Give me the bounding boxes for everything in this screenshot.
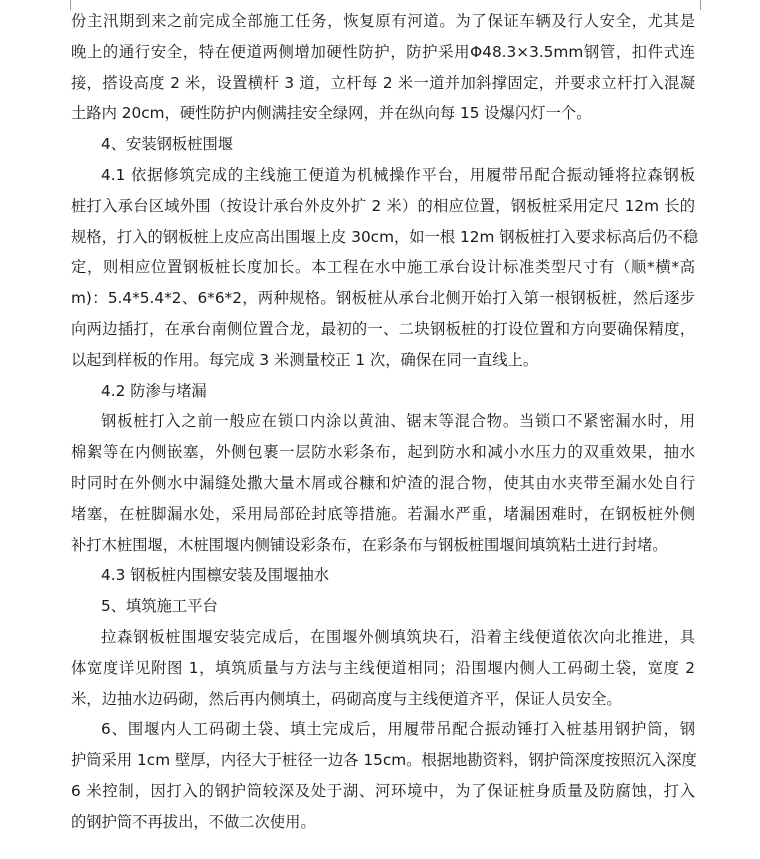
text-line: 定，则相应位置钢板桩长度加长。本工程在水中施工承台设计标准类型尺寸有（顺*横*高 [71, 258, 695, 277]
text-line: 晚上的通行安全，特在便道两侧增加硬性防护，防护采用Φ48.3×3.5mm钢管，扣件式连 [71, 42, 695, 61]
text-line: 接，搭设高度 2 米，设置横杆 3 道，立杆每 2 米一道并加斜撑固定，并要求立杆打入混凝 [71, 73, 695, 92]
subsection-heading: 4.2 防渗与堵漏 [101, 381, 207, 400]
section-heading: 5、填筑施工平台 [101, 597, 218, 616]
text-line: 钢板桩打入之前一般应在锁口内涂以黄油、锯末等混合物。当锁口不紧密漏水时，用 [101, 412, 695, 431]
text-line: 的钢护筒不再拔出，不做二次使用。 [71, 812, 316, 831]
text-line: m)：5.4*5.4*2、6*6*2，两种规格。钢板桩从承台北侧开始打入第一根钢板桩，然后逐步 [71, 289, 695, 308]
text-line: 份主汛期到来之前完成全部施工任务，恢复原有河道。为了保证车辆及行人安全，尤其是 [71, 12, 695, 30]
text-line: 桩打入承台区域外围（按设计承台外皮外扩 2 米）的相应位置，钢板桩采用定尺 12m 长的 [71, 196, 695, 215]
text-line: 6、围堰内人工码砌土袋、填土完成后，用履带吊配合振动锤打入桩基用钢护筒，钢 [101, 720, 695, 739]
text-line: 堵塞，在桩脚漏水处，采用局部砼封底等措施。若漏水严重，堵漏困难时，在钢板桩外侧 [71, 504, 695, 523]
text-line: 6 米控制，因打入的钢护筒较深及处于湖、河环境中，为了保证桩身质量及防腐蚀，打入 [71, 781, 695, 800]
document-body [71, 6, 699, 838]
text-line: 规格，打入的钢板桩上皮应高出围堰上皮 30cm，如一根 12m 钢板桩打入要求标高后仍不稳 [71, 227, 699, 246]
text-line: 以起到样板的作用。每完成 3 米测量校正 1 次，确保在同一直线上。 [71, 350, 539, 369]
text-line: 米，边抽水边码砌，然后再内侧填土，码砌高度与主线便道齐平，保证人员安全。 [71, 689, 622, 708]
text-line: 时同时在外侧水中漏缝处撒大量木屑或谷糠和炉渣的混合物，使其由水夹带至漏水处自行 [71, 473, 695, 492]
text-line: 补打木桩围堰，木桩围堰内侧铺设彩条布，在彩条布与钢板桩围堰间填筑粘土进行封堵。 [71, 535, 668, 554]
text-line: 棉絮等在内侧嵌塞，外侧包裹一层防水彩条布，起到防水和减小水压力的双重效果，抽水 [71, 443, 695, 462]
subsection-heading: 4.3 钢板桩内围檩安装及围堰抽水 [101, 566, 330, 585]
text-line: 向两边插打，在承台南侧位置合龙，最初的一、二块钢板桩的打设位置和方向要确保精度， [71, 319, 695, 338]
text-line: 4.1 依据修筑完成的主线施工便道为机械操作平台，用履带吊配合振动锤将拉森钢板 [101, 165, 695, 184]
text-line: 拉森钢板桩围堰安装完成后，在围堰外侧填筑块石，沿着主线便道依次向北推进，具 [101, 627, 695, 646]
text-line: 土路内 20cm，硬性防护内侧满挂安全绿网，并在纵向每 15 设爆闪灯一个。 [71, 104, 592, 123]
section-heading: 4、安装钢板桩围堰 [101, 135, 234, 154]
page-corner-marker-right [700, 0, 711, 10]
page-corner-marker-left [60, 0, 71, 10]
text-line: 体宽度详见附图 1，填筑质量与方法与主线便道相同；沿围堰内侧人工码砌土袋，宽度 2 [71, 658, 695, 677]
text-line: 护筒采用 1cm 壁厚，内径大于桩径一边各 15cm。根据地勘资料，钢护筒深度按照沉入深度 [71, 751, 697, 770]
